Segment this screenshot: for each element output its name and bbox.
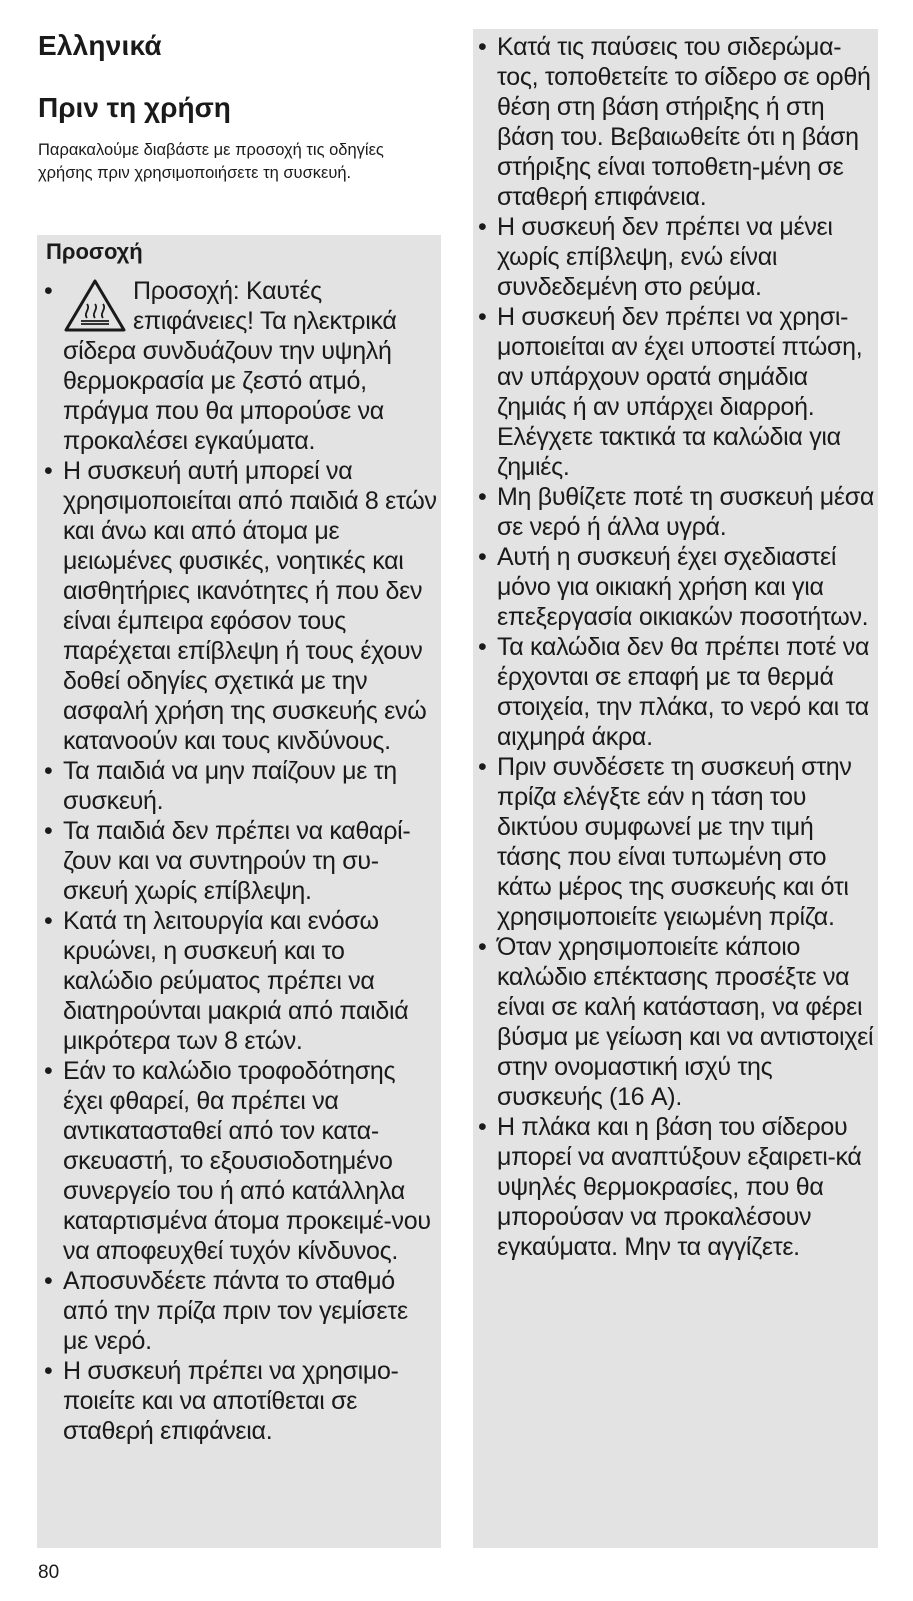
- caution-panel-right: [473, 29, 878, 1548]
- bullet: •: [44, 1267, 53, 1295]
- bullet: •: [478, 483, 487, 511]
- list-item: [43, 906, 437, 1056]
- caution-heading: Προσοχή: [46, 239, 143, 264]
- item-text: Προσοχή: Καυτές επιφάνειες! Τα ηλεκτρικά σίδερα συνδυάζουν την υψηλή θερμοκρασία με ζεστό ατμό, πράγμα που θα μπορούσε να προκαλέσει εγκαύματα.: [63, 277, 397, 455]
- section-title: Πριν τη χρήση: [38, 92, 231, 123]
- bullet: •: [44, 817, 53, 845]
- bullet: •: [44, 457, 53, 485]
- caution-list-right: [477, 32, 876, 1262]
- list-item: [43, 816, 437, 906]
- bullet: •: [478, 33, 487, 61]
- bullet: •: [44, 757, 53, 785]
- bullet: •: [478, 753, 487, 781]
- item-text: Αυτή η συσκευή έχει σχεδιαστεί μόνο για οικιακή χρήση και για επεξεργασία οικιακών ποσοτήτων.: [497, 543, 869, 631]
- bullet: •: [478, 933, 487, 961]
- caution-panel-left: [37, 235, 441, 1548]
- bullet: •: [478, 1113, 487, 1141]
- list-item: [43, 1266, 437, 1356]
- item-text: Τα παιδιά να μην παίζουν με τη συσκευή.: [63, 757, 397, 815]
- list-item: [477, 302, 876, 482]
- item-text: Πριν συνδέσετε τη συσκευή στην πρίζα ελέγξτε εάν η τάση του δικτύου συμφωνεί με την τιμή τάσης που είναι τυπωμένη στο κάτω μέρος της συσκευής και ότι χρησιμοποιείτε γειωμένη πρίζα.: [497, 753, 852, 931]
- bullet: •: [44, 1357, 53, 1385]
- page-number: 80: [38, 1562, 60, 1583]
- list-item: [477, 542, 876, 632]
- list-item: [43, 1056, 437, 1266]
- item-text: Αποσυνδέετε πάντα το σταθμό από την πρίζα πριν τον γεμίσετε με νερό.: [63, 1267, 408, 1355]
- list-item: [43, 456, 437, 756]
- item-text: Όταν χρησιμοποιείτε κάποιο καλώδιο επέκτασης προσέξτε να είναι σε καλή κατάσταση, να φέρει βύσμα με γείωση και να αντιστοιχεί στην ονομαστική ισχύ της συσκευής (16 A).: [497, 933, 874, 1111]
- bullet: •: [44, 277, 53, 305]
- item-text: Εάν το καλώδιο τροφοδότησης έχει φθαρεί, θα πρέπει να αντικατασταθεί από τον κατα-σκευαστή, το εξουσιοδοτημένο συνεργείο του ή από κατάλληλα καταρτισμένα άτομα προκειμέ-νου να αποφευχθεί τυχόν κίνδυνος.: [63, 1057, 431, 1265]
- bullet: •: [478, 213, 487, 241]
- item-text: Η συσκευή δεν πρέπει να μένει χωρίς επίβλεψη, ενώ είναι συνδεδεμένη στο ρεύμα.: [497, 213, 833, 301]
- bullet: •: [44, 907, 53, 935]
- caution-list-left: [43, 276, 437, 1446]
- list-item: [43, 756, 437, 816]
- bullet: •: [44, 1057, 53, 1085]
- item-text: Τα καλώδια δεν θα πρέπει ποτέ να έρχονται σε επαφή με τα θερμά στοιχεία, την πλάκα, το νερό και τα αιχμηρά άκρα.: [497, 633, 870, 751]
- hot-surface-warning-icon: [63, 278, 127, 334]
- list-item: [477, 32, 876, 212]
- item-text: Κατά τις παύσεις του σιδερώμα-τος, τοποθετείτε το σίδερο σε ορθή θέση στη βάση στήριξης ή στη βάση του. Βεβαιωθείτε ότι η βάση στήριξης είναι τοποθετη-μένη σε σταθερή επιφάνεια.: [497, 33, 871, 211]
- item-text: Η συσκευή αυτή μπορεί να χρησιμοποιείται από παιδιά 8 ετών και άνω και από άτομα με μειωμένες φυσικές, νοητικές και αισθητήριες ικανότητες ή που δεν είναι έμπειρα εφόσον τους παρέχεται επίβλεψη ή τους έχουν δοθεί οδηγίες σχετικά με την ασφαλή χρήση της συσκευής ενώ κατανοούν και τους κινδύνους.: [63, 457, 437, 755]
- intro-paragraph: Παρακαλούμε διαβάστε με προσοχή τις οδηγίες χρήσης πριν χρησιμοποιήσετε τη συσκευή.: [38, 141, 384, 182]
- list-item: [43, 276, 437, 456]
- bullet: •: [478, 543, 487, 571]
- item-text: Η συσκευή πρέπει να χρησιμο-ποιείτε και να αποτίθεται σε σταθερή επιφάνεια.: [63, 1357, 399, 1445]
- list-item: [477, 752, 876, 932]
- language-title: Ελληνικά: [38, 30, 162, 61]
- list-item: [477, 1112, 876, 1262]
- bullet: •: [478, 303, 487, 331]
- item-text: Μη βυθίζετε ποτέ τη συσκευή μέσα σε νερό ή άλλα υγρά.: [497, 483, 874, 541]
- bullet: •: [478, 633, 487, 661]
- list-item: [477, 482, 876, 542]
- list-item: [477, 632, 876, 752]
- list-item: [43, 1356, 437, 1446]
- item-text: Η συσκευή δεν πρέπει να χρησι-μοποιείται αν έχει υποστεί πτώση, αν υπάρχουν ορατά σημάδια ζημιάς ή αν υπάρχει διαρροή. Ελέγχετε τακτικά τα καλώδια για ζημιές.: [497, 303, 863, 481]
- list-item: [477, 212, 876, 302]
- list-item: [477, 932, 876, 1112]
- item-text: Τα παιδιά δεν πρέπει να καθαρί-ζουν και να συντηρούν τη συ-σκευή χωρίς επίβλεψη.: [63, 817, 411, 905]
- item-text: Κατά τη λειτουργία και ενόσω κρυώνει, η συσκευή και το καλώδιο ρεύματος πρέπει να διατηρούνται μακριά από παιδιά μικρότερα των 8 ετών.: [63, 907, 409, 1055]
- item-text: Η πλάκα και η βάση του σίδερου μπορεί να αναπτύξουν εξαιρετι-κά υψηλές θερμοκρασίες, που θα μπορούσαν να προκαλέσουν εγκαύματα. Μην τα αγγίζετε.: [497, 1113, 862, 1261]
